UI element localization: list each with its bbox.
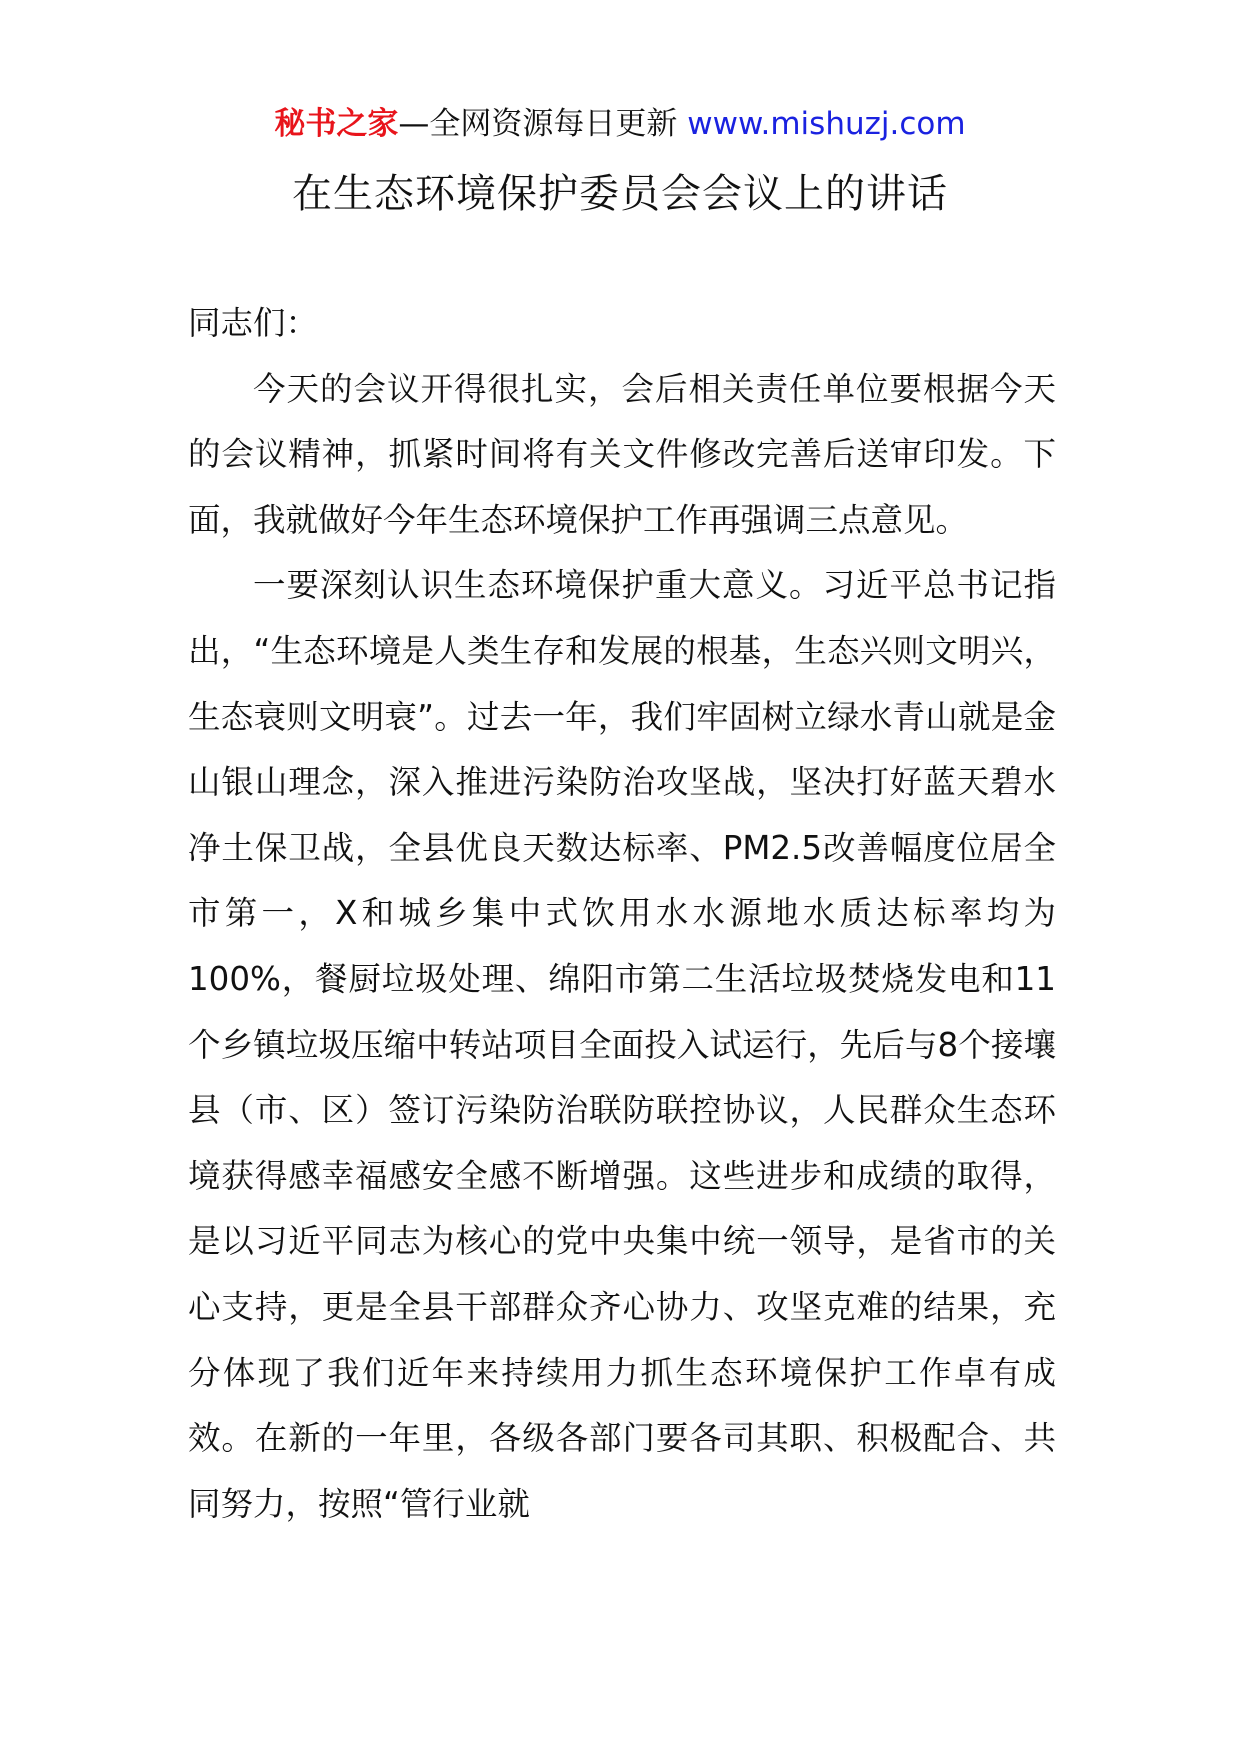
site-header [0, 102, 1240, 146]
paragraph: 一要深刻认识生态环境保护重大意义。习近平总书记指出，“生态环境是人类生存和发展的根基，生态兴则文明兴，生态衰则文明衰”。过去一年，我们牢固树立绿水青山就是金山银山理念，深入推进污染防治攻坚战，坚决打好蓝天碧水净土保卫战，全县优良天数达标率、PM2.5改善幅度位居全市第一，X和城乡集中式饮用水水源地水质达标率均为100%，餐厨垃圾处理、绵阳市第二生活垃圾焚烧发电和11个乡镇垃圾压缩中转站项目全面投入试运行，先后与8个接壤县（市、区）签订污染防治联防联控协议，人民群众生态环境获得感幸福感安全感不断增强。这些进步和成绩的取得，是以习近平同志为核心的党中央集中统一领导，是省市的关心支持，更是全县干部群众齐心协力、攻坚克难的结果，充分体现了我们近年来持续用力抓生态环境保护工作卓有成效。在新的一年里，各级各部门要各司其职、积极配合、共同努力，按照“管行业就 [188, 566, 1056, 1523]
document-body [188, 291, 1056, 1537]
site-brand: 秘书之家 [274, 106, 399, 142]
site-url-link[interactable]: www.mishuzj.com [687, 106, 966, 142]
paragraph: 今天的会议开得很扎实，会后相关责任单位要根据今天的会议精神，抓紧时间将有关文件修改完善后送审印发。下面，我就做好今年生态环境保护工作再强调三点意见。 [188, 369, 1056, 539]
document-title: 在生态环境保护委员会会议上的讲话 [292, 171, 948, 217]
site-tagline: —全网资源每日更新 [398, 106, 678, 142]
salutation: 同志们： [188, 304, 319, 342]
